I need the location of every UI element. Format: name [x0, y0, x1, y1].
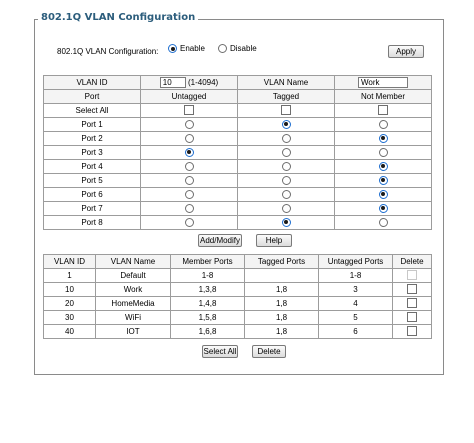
page-title: 802.1Q VLAN Configuration: [38, 12, 198, 24]
col-header: VLAN Name: [96, 255, 171, 269]
untagged-select-all-cell: [141, 104, 238, 118]
port-row: [44, 202, 432, 216]
port-not-member-radio[interactable]: [379, 204, 388, 213]
delete-checkbox[interactable]: [407, 312, 417, 322]
port-untagged-radio[interactable]: [185, 190, 194, 199]
vlan-list-table: [43, 254, 432, 339]
port-name: Port 8: [44, 216, 141, 230]
vlan-tagged-cell: 1,8: [245, 297, 319, 311]
port-untagged-cell: [141, 174, 238, 188]
port-not-member-cell: [335, 118, 432, 132]
vlan-name-cell: IOT: [96, 325, 171, 339]
vlan-id-cell: 1: [44, 269, 96, 283]
col-header: Member Ports: [171, 255, 245, 269]
vlan-id-range: (1-4094): [187, 77, 219, 87]
port-untagged-radio[interactable]: [185, 218, 194, 227]
port-tagged-cell: [238, 132, 335, 146]
vlan-member-cell: 1,3,8: [171, 283, 245, 297]
port-tagged-radio[interactable]: [282, 204, 291, 213]
port-tagged-radio[interactable]: [282, 162, 291, 171]
delete-button[interactable]: Delete: [252, 345, 286, 358]
port-tagged-cell: [238, 118, 335, 132]
vlan-config-label: 802.1Q VLAN Configuration:: [57, 47, 159, 56]
delete-checkbox[interactable]: [407, 326, 417, 336]
vlan-id-label: VLAN ID: [44, 76, 141, 90]
col-header: Delete: [393, 255, 432, 269]
col-header: Tagged: [238, 90, 335, 104]
port-tagged-radio[interactable]: [282, 134, 291, 143]
port-not-member-cell: [335, 160, 432, 174]
port-not-member-radio[interactable]: [379, 176, 388, 185]
select-all-button[interactable]: Select All: [203, 347, 237, 356]
col-header: Untagged Ports: [319, 255, 393, 269]
enable-radio[interactable]: [168, 44, 177, 53]
port-not-member-radio[interactable]: [379, 148, 388, 157]
vlan-member-cell: 1-8: [171, 269, 245, 283]
port-not-member-radio[interactable]: [379, 162, 388, 171]
port-tagged-cell: [238, 160, 335, 174]
port-tagged-cell: [238, 174, 335, 188]
port-tagged-radio[interactable]: [282, 190, 291, 199]
port-row: [44, 188, 432, 202]
vlan-name-cell: [335, 76, 432, 90]
delete-checkbox: [407, 270, 417, 280]
vlan-untagged-cell: 6: [319, 325, 393, 339]
vlan-editor-table: [43, 75, 432, 230]
port-untagged-radio[interactable]: [185, 162, 194, 171]
delete-cell: [393, 283, 432, 297]
vlan-name-label: VLAN Name: [238, 76, 335, 90]
vlan-untagged-cell: 3: [319, 283, 393, 297]
col-header: Port: [44, 90, 141, 104]
vlan-untagged-cell: 4: [319, 297, 393, 311]
port-header-row: [44, 90, 432, 104]
port-untagged-radio[interactable]: [185, 134, 194, 143]
port-row: [44, 160, 432, 174]
vlan-id-cell: 20: [44, 297, 96, 311]
select-all-label: Select All: [44, 104, 141, 118]
col-header: Not Member: [335, 90, 432, 104]
not-member-select-all-cell: [335, 104, 432, 118]
port-tagged-radio[interactable]: [282, 176, 291, 185]
port-not-member-radio[interactable]: [379, 218, 388, 227]
port-not-member-cell: [335, 202, 432, 216]
port-row: [44, 146, 432, 160]
port-not-member-cell: [335, 146, 432, 160]
port-name: Port 5: [44, 174, 141, 188]
port-untagged-cell: [141, 132, 238, 146]
add-modify-button[interactable]: Add/Modify: [199, 236, 241, 245]
port-not-member-radio[interactable]: [379, 134, 388, 143]
port-untagged-cell: [141, 216, 238, 230]
port-untagged-cell: [141, 146, 238, 160]
port-untagged-cell: [141, 160, 238, 174]
tagged-select-all-checkbox[interactable]: [281, 105, 291, 115]
port-not-member-radio[interactable]: [379, 120, 388, 129]
vlan-id-cell: 40: [44, 325, 96, 339]
port-not-member-cell: [335, 216, 432, 230]
port-tagged-radio[interactable]: [282, 120, 291, 129]
port-row: [44, 216, 432, 230]
port-untagged-cell: [141, 188, 238, 202]
port-not-member-cell: [335, 174, 432, 188]
vlan-id-cell: 10: [44, 283, 96, 297]
not-member-select-all-checkbox[interactable]: [378, 105, 388, 115]
port-not-member-cell: [335, 132, 432, 146]
port-name: Port 6: [44, 188, 141, 202]
disable-option[interactable]: [218, 44, 257, 53]
vlan-list-header-row: [44, 255, 432, 269]
port-name: Port 4: [44, 160, 141, 174]
col-header: Tagged Ports: [245, 255, 319, 269]
delete-cell: [393, 297, 432, 311]
port-not-member-cell: [335, 188, 432, 202]
disable-radio[interactable]: [218, 44, 227, 53]
vlan-member-cell: 1,6,8: [171, 325, 245, 339]
enable-label: Enable: [180, 44, 205, 53]
select-all-row: [44, 104, 432, 118]
port-tagged-radio[interactable]: [282, 148, 291, 157]
vlan-tagged-cell: 1,8: [245, 283, 319, 297]
vlan-id-cell: [141, 76, 238, 90]
vlan-name-cell: WiFi: [96, 311, 171, 325]
port-row: [44, 132, 432, 146]
vlan-member-cell: 1,5,8: [171, 311, 245, 325]
port-tagged-cell: [238, 146, 335, 160]
col-header: Untagged: [141, 90, 238, 104]
vlan-untagged-cell: 5: [319, 311, 393, 325]
delete-cell: [393, 269, 432, 283]
disable-label: Disable: [230, 44, 257, 53]
vlan-name-cell: HomeMedia: [96, 297, 171, 311]
vlan-id-cell: 30: [44, 311, 96, 325]
vlan-tagged-cell: 1,8: [245, 325, 319, 339]
vlan-member-cell: 1,4,8: [171, 297, 245, 311]
delete-cell: [393, 311, 432, 325]
vlan-tagged-cell: [245, 269, 319, 283]
enable-option[interactable]: [168, 44, 205, 53]
port-untagged-radio[interactable]: [185, 148, 194, 157]
port-not-member-radio[interactable]: [379, 190, 388, 199]
vlan-untagged-cell: 1-8: [319, 269, 393, 283]
table-row: [44, 325, 432, 339]
port-untagged-cell: [141, 118, 238, 132]
delete-checkbox[interactable]: [407, 298, 417, 308]
port-untagged-radio[interactable]: [185, 204, 194, 213]
col-header: VLAN ID: [44, 255, 96, 269]
help-button[interactable]: Help: [256, 234, 292, 247]
vlan-name-cell: Work: [96, 283, 171, 297]
delete-checkbox[interactable]: [407, 284, 417, 294]
port-untagged-radio[interactable]: [185, 120, 194, 129]
port-tagged-cell: [238, 188, 335, 202]
port-untagged-cell: [141, 202, 238, 216]
port-row: [44, 174, 432, 188]
table-row: [44, 269, 432, 283]
port-tagged-radio[interactable]: [282, 218, 291, 227]
delete-cell: [393, 325, 432, 339]
port-name: Port 7: [44, 202, 141, 216]
vlan-tagged-cell: 1,8: [245, 311, 319, 325]
port-name: Port 3: [44, 146, 141, 160]
port-name: Port 1: [44, 118, 141, 132]
table-row: [44, 297, 432, 311]
port-name: Port 2: [44, 132, 141, 146]
table-row: [44, 311, 432, 325]
vlan-id-input[interactable]: [160, 77, 186, 88]
tagged-select-all-cell: [238, 104, 335, 118]
port-untagged-radio[interactable]: [185, 176, 194, 185]
vlan-name-cell: Default: [96, 269, 171, 283]
vlan-name-input[interactable]: [358, 77, 408, 88]
vlan-id-row: [44, 76, 432, 90]
table-row: [44, 283, 432, 297]
apply-button[interactable]: Apply: [388, 45, 424, 58]
port-tagged-cell: [238, 216, 335, 230]
untagged-select-all-checkbox[interactable]: [184, 105, 194, 115]
port-row: [44, 118, 432, 132]
port-tagged-cell: [238, 202, 335, 216]
